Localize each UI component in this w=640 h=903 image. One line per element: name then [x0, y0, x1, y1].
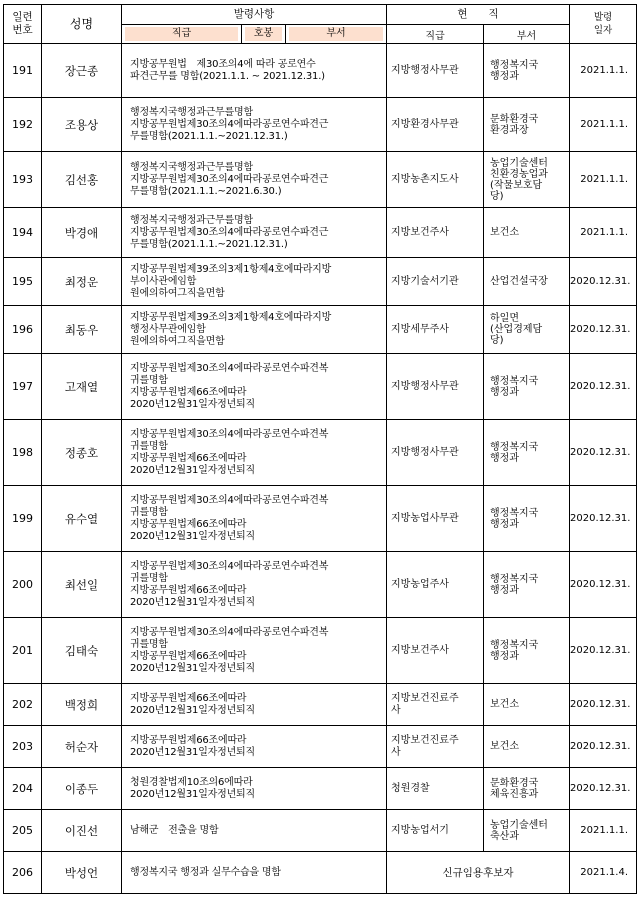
table-row — [4, 98, 637, 152]
order-date: 2021.1.1. — [570, 98, 637, 152]
current-rank: 지방행정사무관 — [387, 420, 484, 486]
person-name: 최선일 — [42, 552, 122, 618]
order-details: 행정복지국행정과근무를명함 지방공무원법제30조의4에따라공로연수파견근 무를명함(2021.1.1.~2021.12.31.) — [122, 208, 387, 258]
current-dept: 행정복지국 행정과 — [484, 354, 570, 420]
order-details: 지방공무원법제30조의4에따라공로연수파견복 귀를명함 지방공무원법제66조에따라 2020년12월31일자정년퇴직 — [122, 618, 387, 684]
order-date: 2020.12.31. — [570, 768, 637, 810]
current-rank: 지방환경사무관 — [387, 98, 484, 152]
current-rank: 지방행정사무관 — [387, 44, 484, 98]
current-rank: 지방보건진료주 사 — [387, 684, 484, 726]
current-rank: 지방보건주사 — [387, 208, 484, 258]
current-dept: 보건소 — [484, 684, 570, 726]
table-row — [4, 768, 637, 810]
current-dept: 하일면 (산업경제담 당) — [484, 306, 570, 354]
order-details: 행정복지국 행정과 실무수습을 명함 — [122, 852, 387, 894]
person-name: 이종두 — [42, 768, 122, 810]
order-date: 2021.1.1. — [570, 810, 637, 852]
header-order-rank-label: 직급 — [125, 27, 238, 41]
order-date: 2020.12.31. — [570, 552, 637, 618]
person-name: 백정희 — [42, 684, 122, 726]
order-details: 지방공무원법제39조의3제1항제4호에따라지방 행정사무관에임함 원에의하여그직을면함 — [122, 306, 387, 354]
order-date: 2020.12.31. — [570, 354, 637, 420]
person-name: 김선홍 — [42, 152, 122, 208]
order-details: 행정복지국행정과근무를명함 지방공무원법제30조의4에따라공로연수파견근 무를명함(2021.1.1.~2021.6.30.) — [122, 152, 387, 208]
serial-no: 204 — [4, 768, 42, 810]
current-dept: 보건소 — [484, 726, 570, 768]
person-name: 박경애 — [42, 208, 122, 258]
order-date: 2020.12.31. — [570, 618, 637, 684]
current-dept: 행정복지국 행정과 — [484, 552, 570, 618]
serial-no: 198 — [4, 420, 42, 486]
person-name: 장근종 — [42, 44, 122, 98]
current-rank: 지방보건진료주 사 — [387, 726, 484, 768]
header-order-dept-label: 부서 — [289, 27, 383, 41]
table-row — [4, 258, 637, 306]
person-name: 허순자 — [42, 726, 122, 768]
serial-no: 196 — [4, 306, 42, 354]
order-date: 2020.12.31. — [570, 306, 637, 354]
serial-no: 206 — [4, 852, 42, 894]
serial-no: 201 — [4, 618, 42, 684]
current-rank: 지방농업서기 — [387, 810, 484, 852]
current-rank: 지방행정사무관 — [387, 354, 484, 420]
appointment-table — [3, 4, 637, 894]
order-details: 지방공무원법제66조에따라 2020년12월31일자정년퇴직 — [122, 726, 387, 768]
header-current-dept: 부서 — [484, 25, 570, 44]
serial-no: 203 — [4, 726, 42, 768]
serial-no: 193 — [4, 152, 42, 208]
current-dept: 산업건설국장 — [484, 258, 570, 306]
order-details: 지방공무원법제66조에따라 2020년12월31일자정년퇴직 — [122, 684, 387, 726]
serial-no: 191 — [4, 44, 42, 98]
table-row — [4, 44, 637, 98]
current-dept: 행정복지국 행정과 — [484, 486, 570, 552]
table-row — [4, 306, 637, 354]
header-order-grade-label: 호봉 — [245, 27, 282, 41]
current-dept: 농업기술센터 축산과 — [484, 810, 570, 852]
current-dept: 행정복지국 행정과 — [484, 44, 570, 98]
current-status: 신규임용후보자 — [387, 852, 570, 894]
header-current-rank: 직급 — [387, 25, 484, 44]
order-date: 2021.1.4. — [570, 852, 637, 894]
header-order-date: 발령 일자 — [570, 5, 637, 44]
table-row — [4, 354, 637, 420]
table-row — [4, 684, 637, 726]
person-name: 유수열 — [42, 486, 122, 552]
current-dept: 문화환경국 환경과장 — [484, 98, 570, 152]
serial-no: 202 — [4, 684, 42, 726]
person-name: 고재열 — [42, 354, 122, 420]
order-date: 2020.12.31. — [570, 684, 637, 726]
person-name: 이진선 — [42, 810, 122, 852]
order-date: 2020.12.31. — [570, 258, 637, 306]
person-name: 최동우 — [42, 306, 122, 354]
serial-no: 205 — [4, 810, 42, 852]
table-row — [4, 726, 637, 768]
table-row — [4, 208, 637, 258]
order-date: 2021.1.1. — [570, 152, 637, 208]
person-name: 최정운 — [42, 258, 122, 306]
header-serial-no: 일련 번호 — [4, 5, 42, 44]
order-details: 지방공무원법 제30조의4에 따라 공로연수 파견근무를 명함(2021.1.1. ~ 2021.12.31.) — [122, 44, 387, 98]
current-rank: 지방기술서기관 — [387, 258, 484, 306]
appointment-table-sheet — [3, 4, 636, 894]
table-row — [4, 152, 637, 208]
current-rank: 지방보건주사 — [387, 618, 484, 684]
current-rank: 지방농촌지도사 — [387, 152, 484, 208]
header-order-grade — [242, 25, 286, 44]
order-details: 행정복지국행정과근무를명함 지방공무원법제30조의4에따라공로연수파견근 무를명함(2021.1.1.~2021.12.31.) — [122, 98, 387, 152]
header-order-dept — [286, 25, 387, 44]
current-rank: 지방농업사무관 — [387, 486, 484, 552]
current-dept: 농업기술센터 친환경농업과 (작물보호담 당) — [484, 152, 570, 208]
serial-no: 200 — [4, 552, 42, 618]
header-name: 성명 — [42, 5, 122, 44]
current-rank: 지방세무주사 — [387, 306, 484, 354]
table-row — [4, 486, 637, 552]
current-dept: 보건소 — [484, 208, 570, 258]
table-row — [4, 618, 637, 684]
order-date: 2020.12.31. — [570, 486, 637, 552]
order-date: 2020.12.31. — [570, 420, 637, 486]
serial-no: 197 — [4, 354, 42, 420]
serial-no: 192 — [4, 98, 42, 152]
person-name: 김태숙 — [42, 618, 122, 684]
order-details: 지방공무원법제30조의4에따라공로연수파견복 귀를명함 지방공무원법제66조에따라 2020년12월31일자정년퇴직 — [122, 354, 387, 420]
order-details: 지방공무원법제39조의3제1항제4호에따라지방 부이사관에임함 원에의하여그직을면함 — [122, 258, 387, 306]
order-details: 지방공무원법제30조의4에따라공로연수파견복 귀를명함 지방공무원법제66조에따라 2020년12월31일자정년퇴직 — [122, 486, 387, 552]
current-rank: 지방농업주사 — [387, 552, 484, 618]
current-rank: 청원경찰 — [387, 768, 484, 810]
person-name: 정종호 — [42, 420, 122, 486]
order-details: 지방공무원법제30조의4에따라공로연수파견복 귀를명함 지방공무원법제66조에따라 2020년12월31일자정년퇴직 — [122, 552, 387, 618]
order-date: 2021.1.1. — [570, 208, 637, 258]
current-dept: 행정복지국 행정과 — [484, 420, 570, 486]
order-details: 청원경찰법제10조의6에따라 2020년12월31일자정년퇴직 — [122, 768, 387, 810]
order-details: 남해군 전출을 명함 — [122, 810, 387, 852]
serial-no: 194 — [4, 208, 42, 258]
order-date: 2021.1.1. — [570, 44, 637, 98]
header-order-rank — [122, 25, 242, 44]
table-row — [4, 420, 637, 486]
order-details: 지방공무원법제30조의4에따라공로연수파견복 귀를명함 지방공무원법제66조에따라 2020년12월31일자정년퇴직 — [122, 420, 387, 486]
header-order-group: 발령사항 — [122, 5, 387, 25]
person-name: 조용상 — [42, 98, 122, 152]
current-dept: 행정복지국 행정과 — [484, 618, 570, 684]
current-dept: 문화환경국 체육진흥과 — [484, 768, 570, 810]
header-current-position: 현 직 — [387, 5, 570, 25]
table-row — [4, 852, 637, 894]
serial-no: 199 — [4, 486, 42, 552]
person-name: 박성언 — [42, 852, 122, 894]
serial-no: 195 — [4, 258, 42, 306]
order-date: 2020.12.31. — [570, 726, 637, 768]
table-row — [4, 552, 637, 618]
table-row — [4, 810, 637, 852]
